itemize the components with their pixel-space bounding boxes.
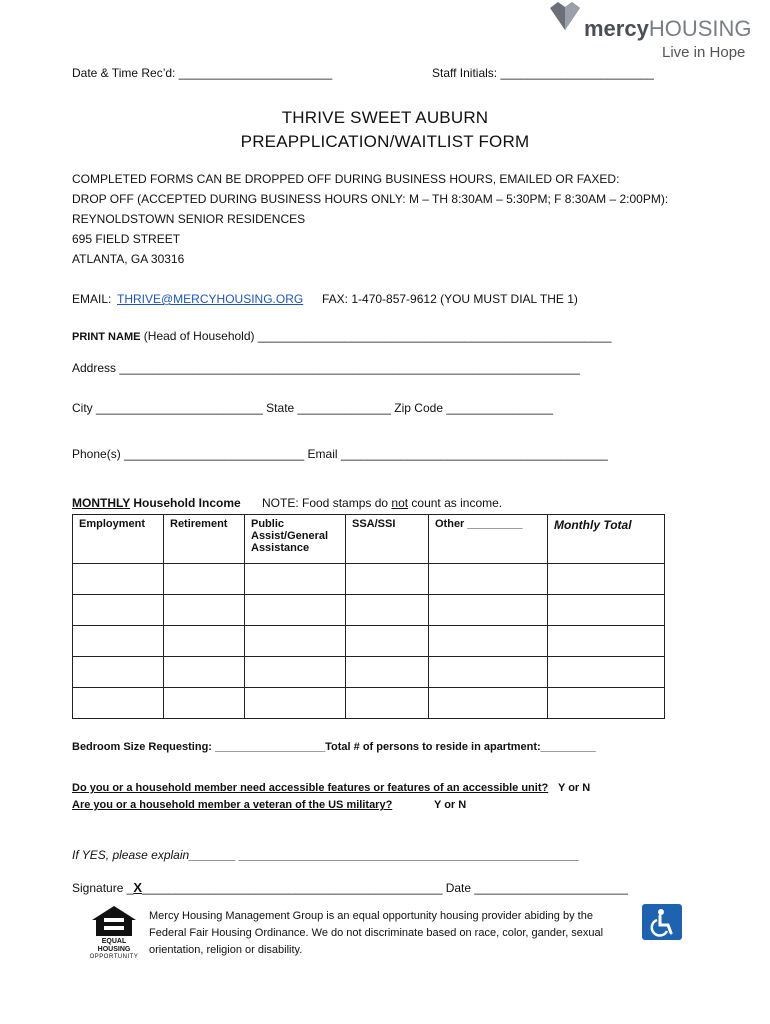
income-heading-rest: Household Income (130, 496, 241, 510)
table-cell[interactable] (548, 688, 665, 719)
equal-housing-logo (86, 904, 142, 960)
veteran-question: Are you or a household member a veteran of the US military? (72, 799, 393, 811)
table-cell[interactable] (346, 564, 429, 595)
signature-field[interactable] (72, 880, 628, 895)
table-cell[interactable] (548, 595, 665, 626)
table-cell[interactable] (164, 688, 245, 719)
explain-field[interactable]: If YES, please explain_______ ___________________________________________________ (72, 848, 580, 862)
note-text: NOTE: Food stamps do (262, 496, 392, 510)
table-cell[interactable] (73, 595, 164, 626)
table-row (73, 626, 665, 657)
form-title-line2: PREAPPLICATION/WAITLIST FORM (240, 132, 530, 151)
food-stamps-note (262, 496, 502, 510)
signature-line-date: _____________________________________________ Date _______________________ (142, 881, 628, 895)
logo-tagline: Live in Hope (662, 44, 746, 61)
instruction-line: COMPLETED FORMS CAN BE DROPPED OFF DURING BUSINESS HOURS, EMAILED OR FAXED: (72, 172, 620, 186)
logo-brand-light: HOUSING (648, 16, 752, 41)
signature-label: Signature _ (72, 881, 134, 895)
date-received-field[interactable]: Date & Time Rec’d: _______________________ (72, 66, 333, 80)
table-row (73, 564, 665, 595)
table-cell[interactable] (73, 626, 164, 657)
table-cell[interactable] (429, 657, 548, 688)
col-retirement: Retirement (164, 515, 245, 564)
table-cell[interactable] (429, 626, 548, 657)
income-table-header (73, 515, 665, 564)
accessibility-logo (642, 904, 682, 940)
print-name-line: (Head of Household) _____________________________________________________ (140, 329, 612, 343)
accessible-answer[interactable]: Y or N (558, 782, 591, 794)
table-cell[interactable] (346, 626, 429, 657)
col-monthly-total: Monthly Total (548, 515, 665, 564)
signature-x: X (133, 880, 143, 895)
table-cell[interactable] (245, 688, 346, 719)
table-cell[interactable] (346, 657, 429, 688)
mercy-housing-logo (548, 0, 758, 64)
table-cell[interactable] (429, 595, 548, 626)
wheelchair-icon (647, 907, 677, 937)
eho-line1: EQUAL HOUSING (97, 938, 131, 953)
table-cell[interactable] (429, 564, 548, 595)
col-ssa-ssi: SSA/SSI (346, 515, 429, 564)
heart-logo-icon (548, 2, 582, 32)
table-cell[interactable] (548, 564, 665, 595)
table-cell[interactable] (245, 564, 346, 595)
print-name-field[interactable] (72, 329, 612, 343)
col-employment: Employment (73, 515, 164, 564)
table-cell[interactable] (429, 688, 548, 719)
bedroom-size-field[interactable]: Bedroom Size Requesting: __________________Total # of persons to reside in apartment:_________ (72, 741, 596, 753)
phone-email-field[interactable]: Phone(s) ___________________________ Email ________________________________________ (72, 447, 608, 461)
equal-opportunity-statement: Mercy Housing Management Group is an equal opportunity housing provider abiding by the Federal Fair Housing Ordinance. We do not discriminate based on race, color, gander, sexual orientation, religion or disability. (149, 910, 604, 956)
note-text-end: count as income. (408, 496, 503, 510)
eho-line2: OPPORTUNITY (89, 954, 139, 960)
accessible-question: Do you or a household member need accessible features or features of an accessible unit? (72, 782, 549, 794)
income-heading-monthly: MONTHLY (72, 496, 131, 510)
instruction-line: 695 FIELD STREET (72, 232, 181, 246)
table-row (73, 595, 665, 626)
table-cell[interactable] (164, 595, 245, 626)
email-label: EMAIL: (72, 292, 112, 306)
table-row (73, 688, 665, 719)
table-cell[interactable] (73, 564, 164, 595)
table-cell[interactable] (164, 657, 245, 688)
col-public-assist: Public Assist/General Assistance (245, 515, 346, 564)
equal-housing-icon (86, 904, 142, 938)
address-field[interactable]: Address _____________________________________________________________________ (72, 361, 580, 375)
table-cell[interactable] (346, 688, 429, 719)
table-cell[interactable] (245, 657, 346, 688)
instruction-line: ATLANTA, GA 30316 (72, 252, 185, 266)
form-title-line1: THRIVE SWEET AUBURN (281, 108, 489, 127)
table-cell[interactable] (245, 595, 346, 626)
logo-brand-bold: mercy (584, 16, 649, 41)
table-row (73, 657, 665, 688)
instruction-line: DROP OFF (ACCEPTED DURING BUSINESS HOURS ONLY: M – TH 8:30AM – 5:30PM; F 8:30AM – 2:00PM): (72, 192, 669, 206)
email-link[interactable]: THRIVE@MERCYHOUSING.ORG (117, 292, 304, 306)
table-cell[interactable] (164, 564, 245, 595)
table-cell[interactable] (73, 688, 164, 719)
note-not: not (391, 496, 409, 510)
table-cell[interactable] (73, 657, 164, 688)
income-table (72, 514, 665, 719)
print-name-label: PRINT NAME (72, 331, 141, 343)
income-heading (72, 496, 241, 510)
city-state-zip-field[interactable]: City _________________________ State ______________ Zip Code ________________ (72, 401, 554, 415)
col-other: Other _________ (429, 515, 548, 564)
staff-initials-field[interactable]: Staff Initials: _______________________ (432, 66, 654, 80)
veteran-answer[interactable]: Y or N (434, 799, 467, 811)
fax-number: FAX: 1-470-857-9612 (YOU MUST DIAL THE 1) (322, 292, 578, 306)
instruction-line: REYNOLDSTOWN SENIOR RESIDENCES (72, 212, 306, 226)
table-cell[interactable] (245, 626, 346, 657)
table-cell[interactable] (548, 626, 665, 657)
table-cell[interactable] (346, 595, 429, 626)
table-cell[interactable] (548, 657, 665, 688)
table-cell[interactable] (164, 626, 245, 657)
